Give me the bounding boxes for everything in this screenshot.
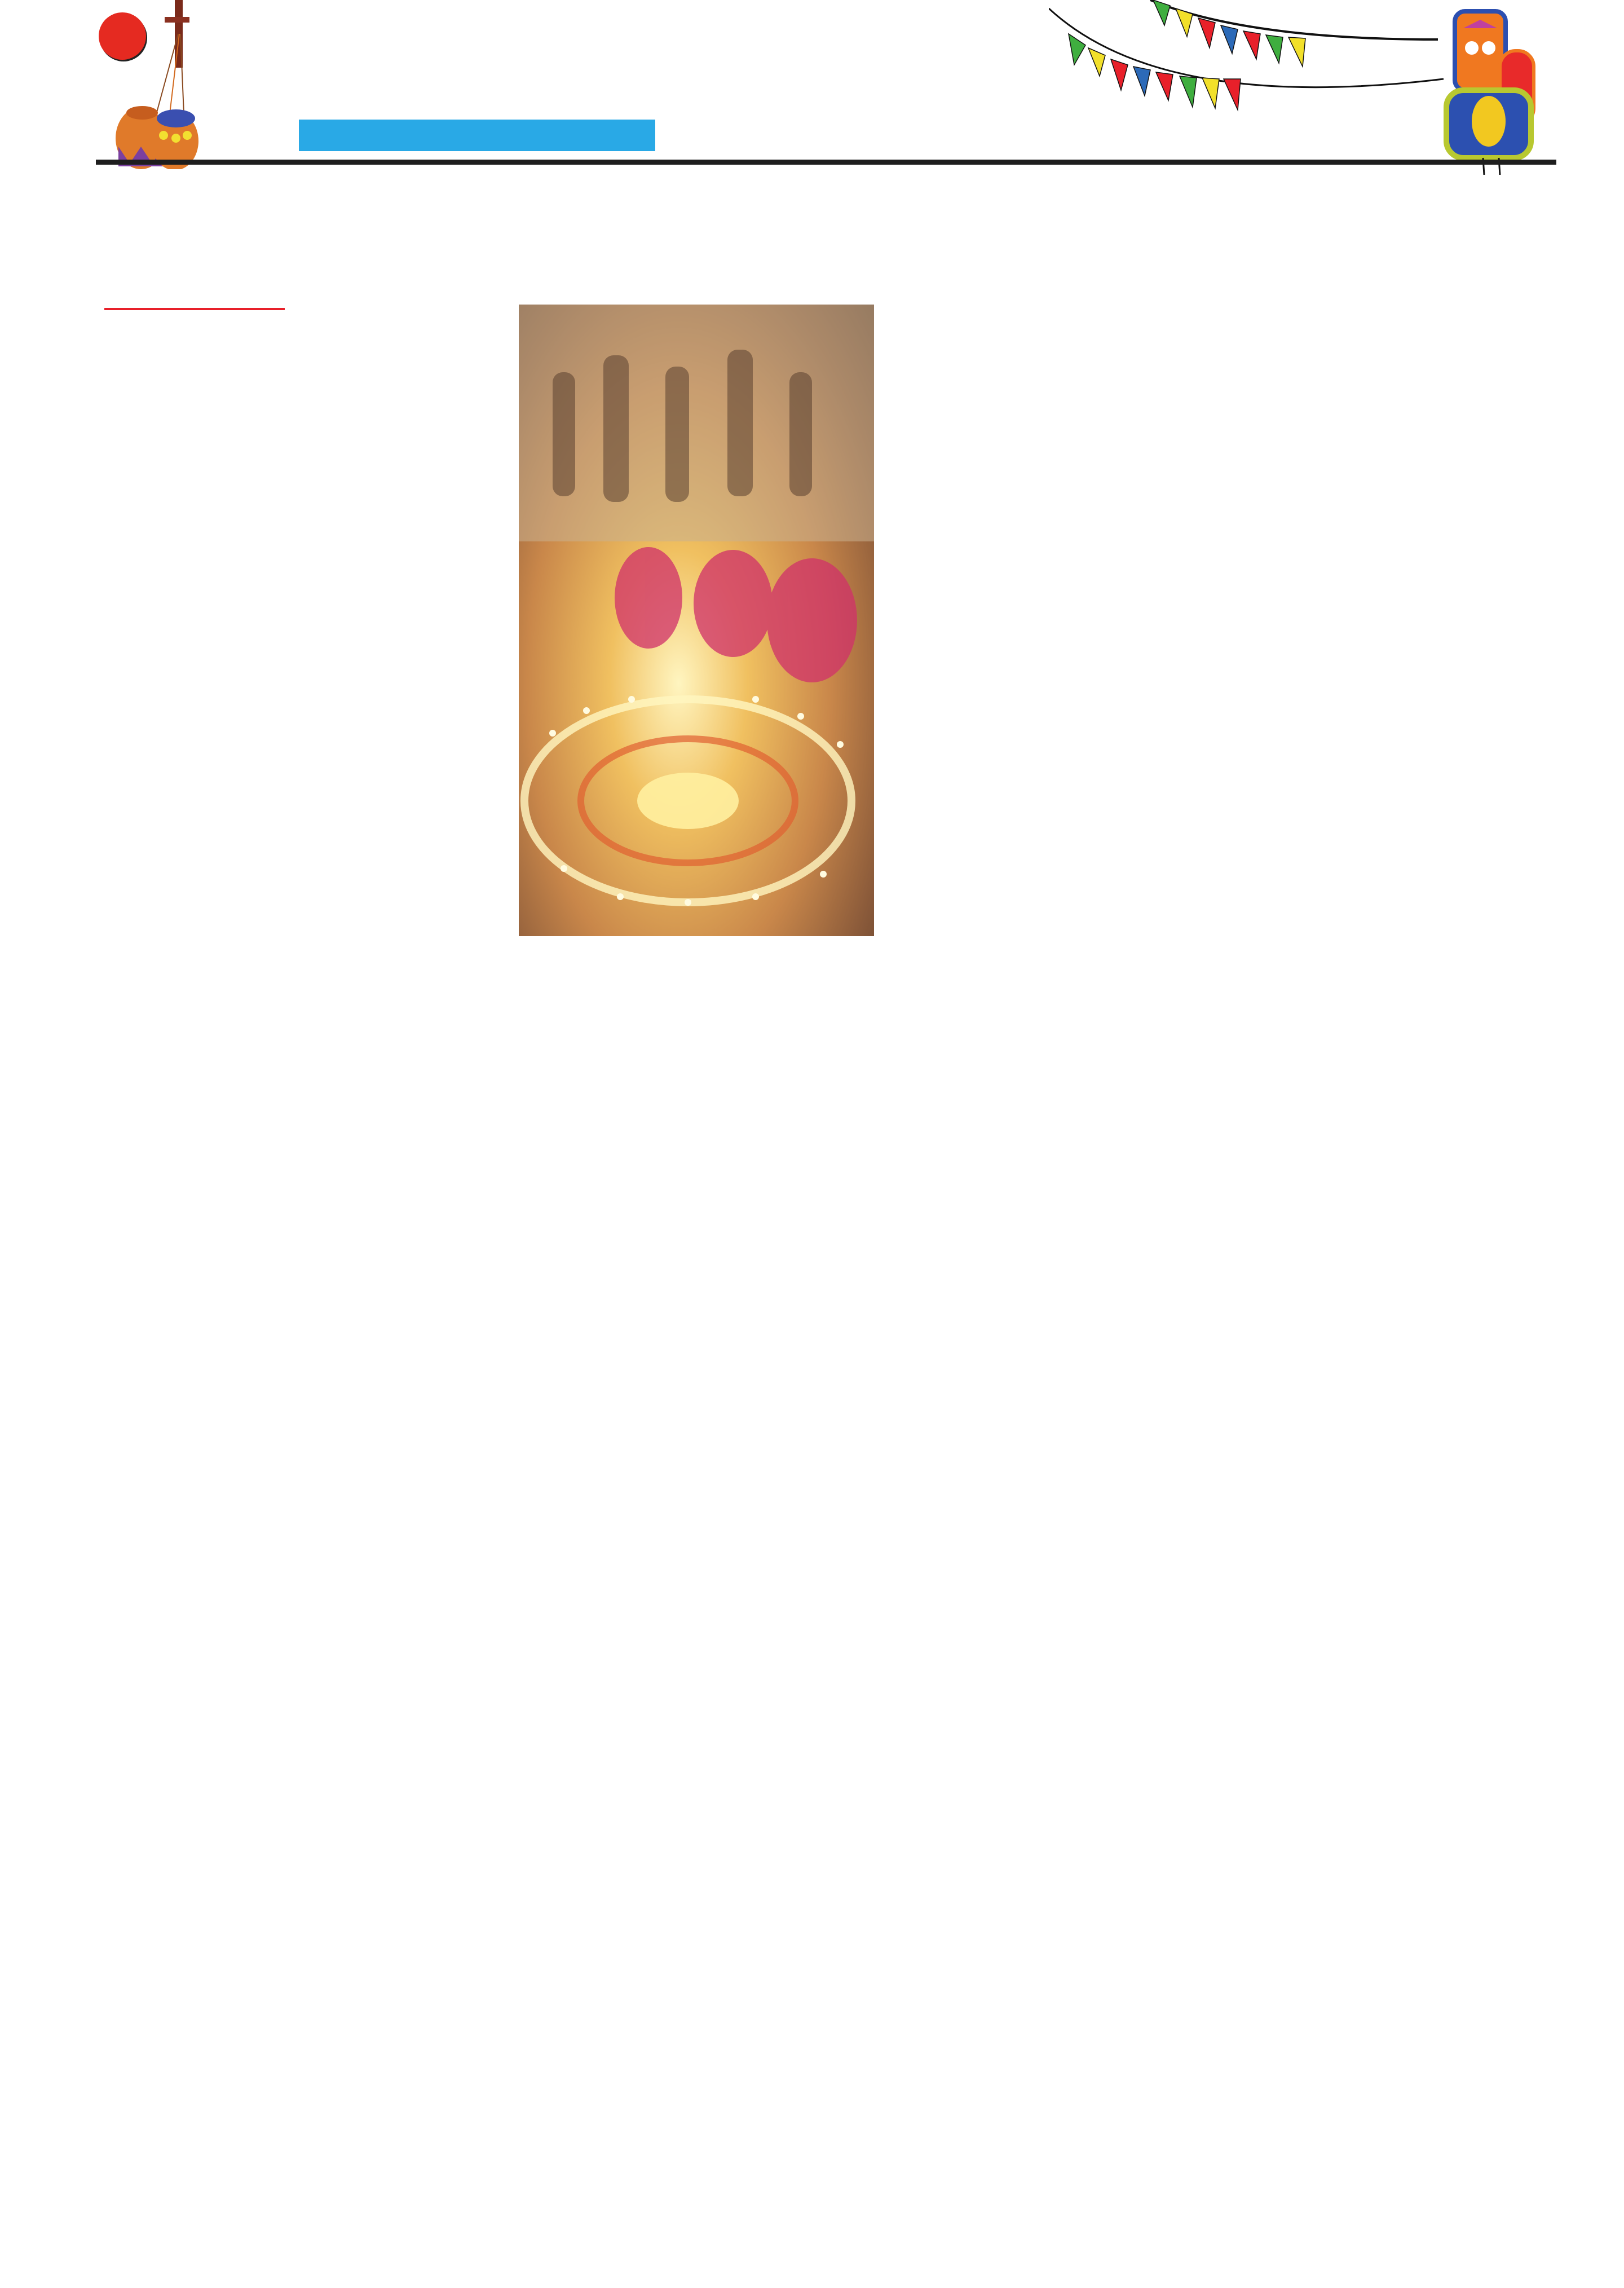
masthead-rule bbox=[96, 160, 1556, 165]
ektara-pots-illustration bbox=[102, 0, 248, 169]
festival-masks-illustration bbox=[1444, 6, 1590, 175]
bunting-flags-illustration bbox=[1049, 0, 1455, 158]
lead-column-6 bbox=[885, 305, 1108, 953]
diwali-rangoli-lamps-photo bbox=[519, 305, 874, 936]
lead-photo bbox=[519, 305, 874, 936]
lead-column-1 bbox=[96, 338, 299, 970]
dateline bbox=[299, 120, 655, 151]
lead-column-2 bbox=[307, 305, 510, 970]
lead-byline bbox=[104, 305, 285, 310]
